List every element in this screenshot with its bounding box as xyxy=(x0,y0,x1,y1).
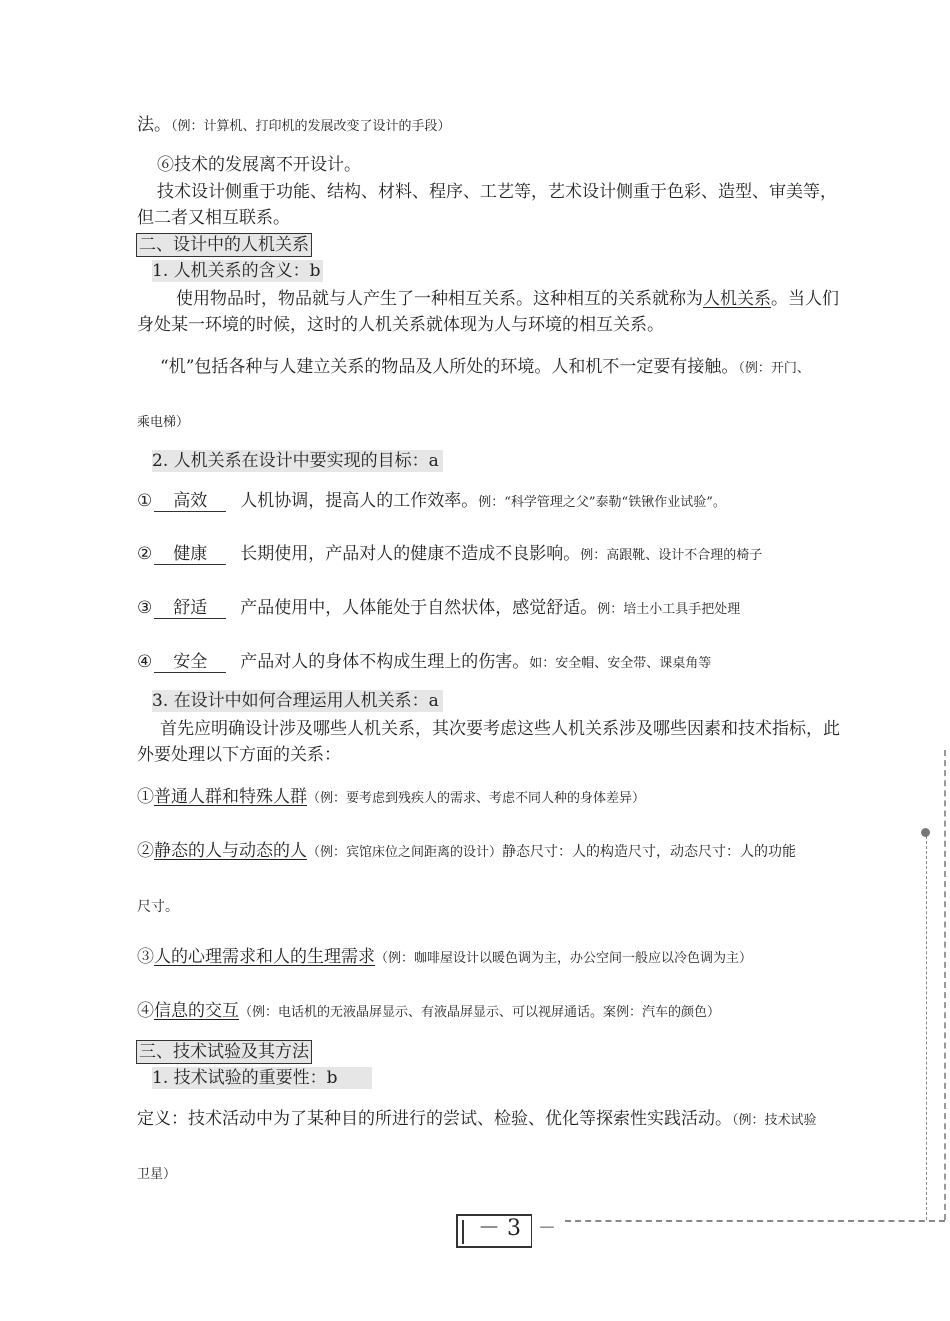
page-number-dash: － xyxy=(538,1218,556,1239)
example-note: 如：安全帽、安全带、课桌角等 xyxy=(529,656,712,671)
text: 定义：技术活动中为了某种目的所进行的尝试、检验、优化等探索性实践活动。 xyxy=(137,1109,732,1129)
text-line: 尺寸。 xyxy=(137,899,179,915)
relation-number: ② xyxy=(137,841,154,861)
relation-term: 信息的交互 xyxy=(154,1001,239,1021)
goal-name: 安全 xyxy=(154,652,226,673)
text-line: 首先应明确设计涉及哪些人机关系，其次要考虑这些人机关系涉及哪些因素和技术指标，此 xyxy=(160,719,840,739)
page-border-decoration xyxy=(926,836,927,1220)
page-border-decoration xyxy=(944,750,946,1220)
goal-name: 舒适 xyxy=(154,598,226,619)
relation-item xyxy=(137,786,645,810)
subheading: 1. 技术试验的重要性：b xyxy=(152,1067,372,1089)
example-note: （例：电话机的无液晶屏显示、有液晶屏显示、可以视屏通话。案例：汽车的颜色） xyxy=(239,1005,721,1020)
goal-item xyxy=(137,543,762,567)
goal-number: ④ xyxy=(137,652,153,672)
example-note: （例：计算机、打印机的发展改变了设计的手段） xyxy=(171,119,451,134)
text-line: 卫星） xyxy=(137,1167,177,1182)
example-note: 例：“科学管理之父”泰勒“铁锹作业试验”。 xyxy=(478,495,726,510)
relation-term: 普通人群和特殊人群 xyxy=(154,787,307,807)
goal-item xyxy=(137,490,726,514)
goal-desc: 产品对人的身体不构成生理上的伤害。 xyxy=(240,652,530,672)
goal-item xyxy=(137,651,711,675)
subheading: 1. 人机关系的含义：b xyxy=(152,261,321,281)
example-note: （例：宾馆床位之间距离的设计） xyxy=(307,845,503,860)
relation-item xyxy=(137,946,752,970)
goal-desc: 产品使用中，人体能处于自然状体，感觉舒适。 xyxy=(240,598,598,618)
text-line xyxy=(176,288,839,310)
pin-dot-icon xyxy=(921,828,930,837)
subheading: 2. 人机关系在设计中要实现的目标：a xyxy=(152,450,443,472)
text-line: 乘电梯） xyxy=(137,415,190,430)
example-note: （例：技术试验 xyxy=(732,1113,817,1128)
subheading: 3. 在设计中如何合理运用人机关系：a xyxy=(152,690,443,712)
goal-number: ③ xyxy=(137,598,153,618)
goal-number: ① xyxy=(137,491,153,511)
text: “机”包括各种与人建立关系的物品及人所处的环境。人和机不一定要有接触。 xyxy=(160,357,739,377)
text-line: ⑥技术的发展离不开设计。 xyxy=(157,155,361,175)
text-line: 身处某一环境的时候，这时的人机关系就体现为人与环境的相互关系。 xyxy=(137,315,664,335)
text: 静态尺寸：人的构造尺寸，动态尺寸：人的功能 xyxy=(502,844,797,860)
text-line: 但二者又相互联系。 xyxy=(137,208,290,228)
example-note: 例：高跟靴、设计不合理的椅子 xyxy=(580,548,763,563)
page-number: － 3 xyxy=(478,1216,521,1241)
text-line: 技术设计侧重于功能、结构、材料、程序、工艺等，艺术设计侧重于色彩、造型、审美等， xyxy=(157,182,837,202)
goal-name: 高效 xyxy=(154,491,226,512)
page-border-decoration xyxy=(565,1220,945,1222)
relation-term: 静态的人与动态的人 xyxy=(154,841,307,861)
relation-number: ① xyxy=(137,787,154,807)
relation-number: ③ xyxy=(137,947,154,967)
text-line xyxy=(137,1108,817,1132)
goal-desc: 长期使用，产品对人的健康不造成不良影响。 xyxy=(240,544,581,564)
relation-number: ④ xyxy=(137,1001,154,1021)
goal-item xyxy=(137,597,740,621)
text: 使用物品时，物品就与人产生了一种相互关系。这种相互的关系就称为 xyxy=(176,289,703,309)
example-note: （例：咖啡屋设计以暖色调为主，办公空间一般应以冷色调为主） xyxy=(375,951,753,966)
text-line xyxy=(137,114,451,138)
section-heading: 二、设计中的人机关系 xyxy=(136,233,312,257)
text-line: 外要处理以下方面的关系： xyxy=(137,745,341,765)
goal-name: 健康 xyxy=(154,544,226,565)
relation-term: 人的心理需求和人的生理需求 xyxy=(154,947,375,967)
goal-number: ② xyxy=(137,544,153,564)
text-line xyxy=(160,356,810,380)
term: 人机关系 xyxy=(703,289,771,309)
text: 。当人们 xyxy=(771,289,839,309)
relation-item xyxy=(137,1000,720,1024)
relation-item xyxy=(137,840,796,864)
text: 法。 xyxy=(137,115,171,135)
section-heading: 三、技术试验及其方法 xyxy=(136,1040,312,1064)
goal-desc: 人机协调，提高人的工作效率。 xyxy=(240,491,479,511)
example-note: （例：开门、 xyxy=(738,361,810,376)
example-note: （例：要考虑到残疾人的需求、考虑不同人种的身体差异） xyxy=(307,791,646,806)
example-note: 例：培土小工具手把处理 xyxy=(597,602,741,617)
